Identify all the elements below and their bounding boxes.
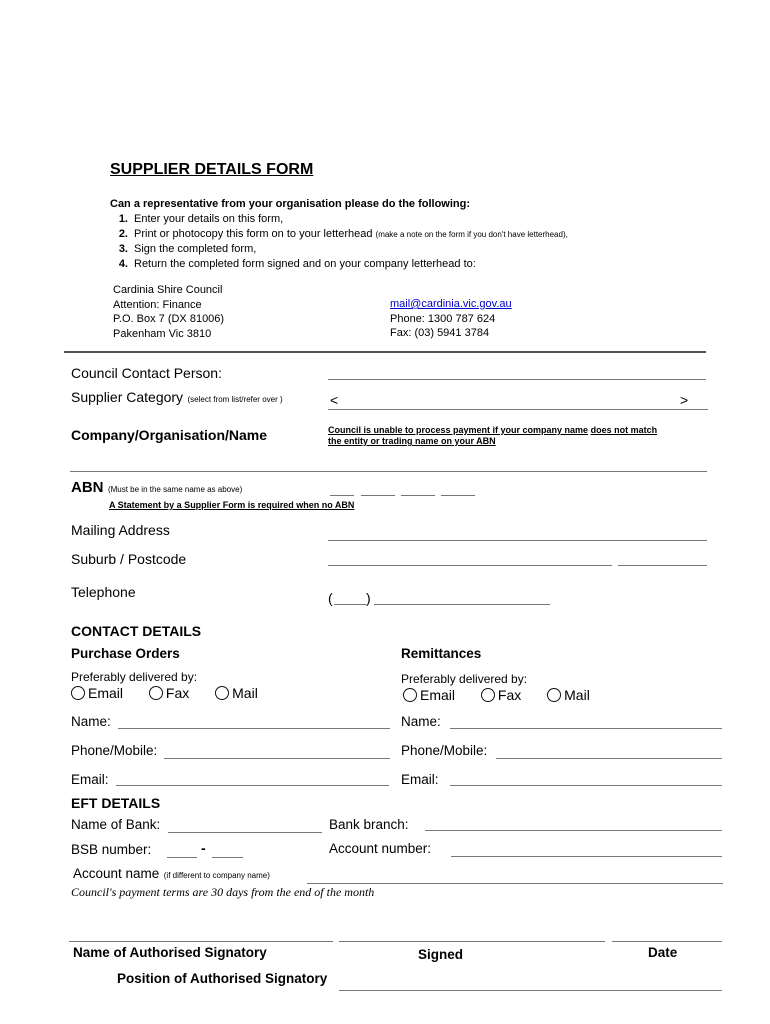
purchase-orders-heading: Purchase Orders — [71, 646, 180, 661]
telephone-label: Telephone — [71, 584, 136, 600]
remit-phone-label: Phone/Mobile: — [401, 743, 488, 758]
purchase-name-label: Name: — [71, 714, 111, 729]
postcode-input[interactable] — [618, 565, 707, 566]
date-label: Date — [648, 945, 678, 960]
purchase-phone-label: Phone/Mobile: — [71, 743, 158, 758]
council-fax: Fax: (03) 5941 3784 — [390, 327, 490, 339]
radio-icon[interactable] — [215, 686, 229, 700]
council-contact-info — [390, 297, 512, 341]
remit-phone-input[interactable] — [496, 758, 722, 759]
instruction-step: 1. Enter your details on this form, — [118, 213, 284, 225]
tel-close-paren: ) — [366, 590, 371, 606]
eft-details-heading: EFT DETAILS — [71, 795, 161, 811]
intro-text: Can a representative from your organisation please do the following: — [110, 198, 471, 210]
bsb-label: BSB number: — [71, 842, 152, 857]
radio-icon[interactable] — [547, 688, 561, 702]
purchase-delivery-options — [71, 685, 258, 701]
remit-fax-option[interactable]: Fax — [481, 687, 521, 703]
company-name-label: Company/Organisation/Name — [71, 427, 268, 443]
radio-icon[interactable] — [403, 688, 417, 702]
account-number-label: Account number: — [329, 841, 432, 856]
contact-details-heading: CONTACT DETAILS — [71, 623, 202, 639]
signatory-name-input[interactable] — [69, 941, 333, 942]
header-divider — [64, 351, 706, 353]
remit-delivery-options — [403, 687, 590, 703]
purchase-email-label: Email: — [71, 772, 109, 787]
abn-statement-note: A Statement by a Supplier Form is required when no ABN — [109, 500, 355, 510]
category-close-bracket: > — [680, 392, 689, 408]
purchase-pref-label: Preferably delivered by: — [71, 670, 198, 684]
purchase-mail-option[interactable]: Mail — [215, 685, 258, 701]
abn-input-3[interactable] — [401, 495, 435, 496]
bsb-dash: - — [201, 840, 206, 856]
purchase-email-input[interactable] — [116, 785, 389, 786]
tel-open-paren: ( — [328, 590, 333, 606]
abn-input-2[interactable] — [361, 495, 395, 496]
bank-branch-input[interactable] — [425, 830, 722, 831]
signed-label: Signed — [418, 947, 464, 962]
instruction-step: 4. Return the completed form signed and on your company letterhead to: — [118, 257, 476, 270]
purchase-name-input[interactable] — [118, 728, 390, 729]
mailing-address-label: Mailing Address — [71, 522, 170, 538]
company-name-input[interactable] — [70, 471, 707, 472]
payment-terms-note: Council's payment terms are 30 days from the end of the month — [71, 885, 375, 899]
remit-pref-label: Preferably delivered by: — [401, 672, 528, 686]
council-email-link[interactable]: mail@cardinia.vic.gov.au — [390, 298, 512, 310]
remittances-heading: Remittances — [401, 646, 482, 661]
purchase-phone-input[interactable] — [164, 758, 390, 759]
council-contact-input[interactable] — [328, 379, 706, 380]
suburb-input[interactable] — [328, 565, 612, 566]
account-name-label: Account name (if different to company name) — [73, 866, 270, 881]
purchase-fax-option[interactable]: Fax — [149, 685, 189, 701]
council-address: Cardinia Shire Council Attention: Finance P.O. Box 7 (DX 81006) Pakenham Vic 3810 — [113, 284, 225, 340]
signatory-name-label: Name of Authorised Signatory — [73, 945, 267, 960]
account-name-input[interactable] — [307, 883, 723, 884]
bank-name-label: Name of Bank: — [71, 817, 161, 832]
bsb-input-1[interactable] — [167, 857, 197, 858]
abn-input-4[interactable] — [441, 495, 475, 496]
bank-name-input[interactable] — [168, 832, 322, 833]
remit-name-input[interactable] — [450, 728, 722, 729]
signatory-position-label: Position of Authorised Signatory — [117, 971, 328, 986]
remit-email-label: Email: — [401, 772, 439, 787]
category-open-bracket: < — [330, 392, 339, 408]
telephone-input[interactable] — [374, 604, 550, 605]
remit-mail-option[interactable]: Mail — [547, 687, 590, 703]
form-title: SUPPLIER DETAILS FORM — [110, 161, 314, 178]
instruction-step: 3. Sign the completed form, — [118, 243, 257, 255]
area-code-input[interactable] — [334, 604, 366, 605]
council-phone: Phone: 1300 787 624 — [390, 312, 496, 325]
date-input[interactable] — [612, 941, 722, 942]
abn-label: ABN (Must be in the same name as above) — [71, 479, 243, 496]
abn-input-1[interactable] — [330, 495, 354, 496]
remit-name-label: Name: — [401, 714, 441, 729]
purchase-email-option[interactable]: Email — [71, 685, 123, 701]
company-name-warning: Council is unable to process payment if your company name does not match the entity or trading name on your ABN — [328, 425, 658, 446]
signature-input[interactable] — [339, 941, 605, 942]
radio-icon[interactable] — [149, 686, 163, 700]
instruction-list — [108, 212, 568, 271]
bsb-input-2[interactable] — [212, 857, 243, 858]
account-number-input[interactable] — [451, 856, 722, 857]
bank-branch-label: Bank branch: — [329, 817, 409, 832]
supplier-category-label: Supplier Category (select from list/refer over ) — [71, 389, 283, 405]
radio-icon[interactable] — [481, 688, 495, 702]
remit-email-option[interactable]: Email — [403, 687, 455, 703]
instruction-step: 2. Print or photocopy this form on to your letterhead (make a note on the form if you don't have letterhead), — [118, 227, 568, 240]
mailing-address-input[interactable] — [328, 540, 707, 541]
signatory-position-input[interactable] — [339, 990, 722, 991]
council-contact-label: Council Contact Person: — [71, 365, 222, 381]
radio-icon[interactable] — [71, 686, 85, 700]
remit-email-input[interactable] — [450, 785, 722, 786]
suburb-postcode-label: Suburb / Postcode — [71, 551, 187, 567]
supplier-category-select[interactable] — [328, 409, 708, 410]
